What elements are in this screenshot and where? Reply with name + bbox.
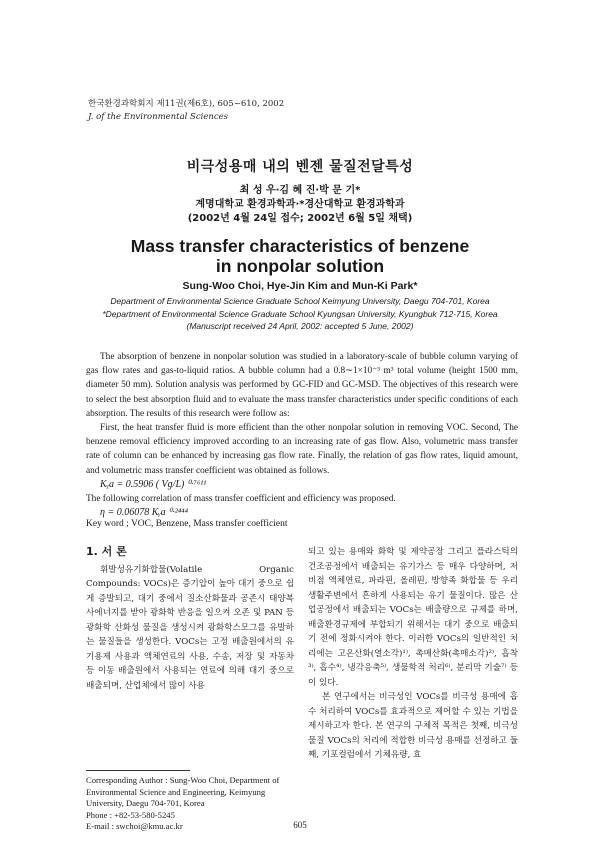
footnote-author: Corresponding Author : Sung-Woo Choi, Department of Environmental Science and Engineering, Keimyung University, Daegu 704-701, Korea xyxy=(86,775,280,808)
footnote-phone: Phone : +82-53-580-5245 xyxy=(86,809,175,820)
footnote-divider xyxy=(86,770,190,771)
title-english xyxy=(0,236,600,276)
authors-english: Sung-Woo Choi, Hye-Jin Kim and Mun-Ki Park* xyxy=(182,280,418,292)
journal-citation: 한국환경과학회지 제11권(제6호), 605~610, 2002 xyxy=(88,99,285,109)
manuscript-dates: (Manuscript received 24 April, 2002: accepted 5 June, 2002) xyxy=(186,321,414,331)
column-right xyxy=(308,545,518,763)
intro-paragraph-1: 휘발성유기화합물(Volatile Organic Compounds: VOCs)은 증기압이 높아 대기 중으로 쉽게 증발되고, 대기 중에서 질소산화물과 공존시 태양복사에너지를 받아 광화학 반응을 일으켜 오존 및 PAN 등 광화학 산화성 물질을 생성시켜 광화학스모그를 유발하는 물질들을 생성한다. VOCs는 고정 배출원에서의 유기용제 사용과 액체연료의 사용, 수송, 저장 및 자동차 등 이동 배출원에서 사용되는 연료에 의해 대기 중으로 배출되며, 산업체에서 많이 사용 xyxy=(86,564,294,691)
page-number: 605 xyxy=(293,820,307,830)
title-english-line-1: Mass transfer characteristics of benzene xyxy=(130,236,470,256)
abstract-paragraph-1: The absorption of benzene in nonpolar solution was studied in a laboratory-scale of bubble column varying of gas flow rates and gas-to-liquid ratios. A bubble column had a 0.8∼1×10⁻³ m³ total volume (height 1500 mm, diameter 50 mm). Solution analysis was performed by GC-FID and GC-MSD. The objectives of this research were to select the best absorption fluid and to evaluate the mass transfer characteristics under specific conditions of each absorption. The results of this research were follow as: xyxy=(86,352,518,419)
abstract-paragraph-3: The following correlation of mass transfer coefficient and efficiency was proposed. xyxy=(86,494,396,505)
affiliation-line-2: *Department of Environmental Science Graduate School Kyungsan University, Kyungbuk 712-715, Korea xyxy=(102,308,498,319)
journal-name: J. of the Environmental Sciences xyxy=(88,112,229,122)
intro-paragraph-1-continued: 되고 있는 용매와 화학 및 제약공장 그리고 플라스틱의 건조공정에서 배출되는 유기가스 등 매우 다양하며, 저비점 액체연료, 파라핀, 올레핀, 방향족 화합물 등 우리 생활주변에서 흔하게 사용되는 유기 물질이다. 많은 산업공정에서 배출되는 VOCs는 배출량으로 규제를 하며, 배출환경규제에 부합되기 위해서는 대기 중으로 배출되기 전에 정화시켜야 한다. 이러한 VOCs의 일반적인 처리에는 고온산화(열소각)¹⁾, 촉매산화(촉매소각)²⁾, 흡착³⁾, 흡수⁴⁾, 냉각응축⁵⁾, 생물학적 처리⁶⁾, 분리막 기술⁷⁾ 등이 있다. xyxy=(308,547,518,688)
affiliation-english xyxy=(0,295,600,333)
abstract xyxy=(86,350,518,520)
received-korean: (2002년 4월 24일 접수; 2002년 6월 5일 채택) xyxy=(187,213,413,224)
equation-2: η = 0.06078 Kᵧa ⁰·²⁴⁴⁴ xyxy=(100,507,189,519)
title-english-line-2: in nonpolar solution xyxy=(215,256,385,276)
affiliation-korean: 계명대학교 환경과학과·*경산대학교 환경과학과 xyxy=(195,199,405,210)
affiliation-line-1: Department of Environmental Science Graduate School Keimyung University, Daegu 704-701, Korea xyxy=(110,296,490,306)
equation-1: Kᵧa = 0.5906 ( Vɡ/L) ⁰·⁷⁶¹¹ xyxy=(100,478,207,490)
keywords: Key word ; VOC, Benzene, Mass transfer coefficient xyxy=(86,519,288,529)
title-korean: 비극성용매 내의 벤젠 물질전달특성 xyxy=(186,159,414,175)
footnote-email: E-mail : swchoi@kmu.ac.kr xyxy=(86,821,183,831)
authors-korean-block xyxy=(0,184,600,226)
intro-paragraph-2: 본 연구에서는 비극성인 VOCs를 비극성 용매에 흡수 처리하여 VOCs를 효과적으로 제어할 수 있는 기법을 제시하고자 한다. 본 연구의 구체적 목적은 첫째, 비극성 물질 VOCs의 처리에 적합한 비극성 용매를 선정하고 둘째, 기포컬럼에서 기체유량, 효 xyxy=(308,692,518,760)
section-title-introduction: 1. 서 론 xyxy=(86,545,127,558)
journal-header xyxy=(88,98,284,124)
abstract-paragraph-2: First, the heat transfer fluid is more efficient than the other nonpolar solution in removing VOC. Second, The benzene removal efficiency improved according to an increasing rate of gas flow. Also, volumetric mass transfer rate of column can be enhanced by increasing gas flow rate. Finally, the relation of gas flow rates, liquid amount, and volumetric mass transfer coefficient was obtained as follows. xyxy=(86,423,518,476)
column-left xyxy=(86,545,294,693)
authors-korean: 최 성 우·김 혜 진·박 문 기* xyxy=(239,185,361,196)
